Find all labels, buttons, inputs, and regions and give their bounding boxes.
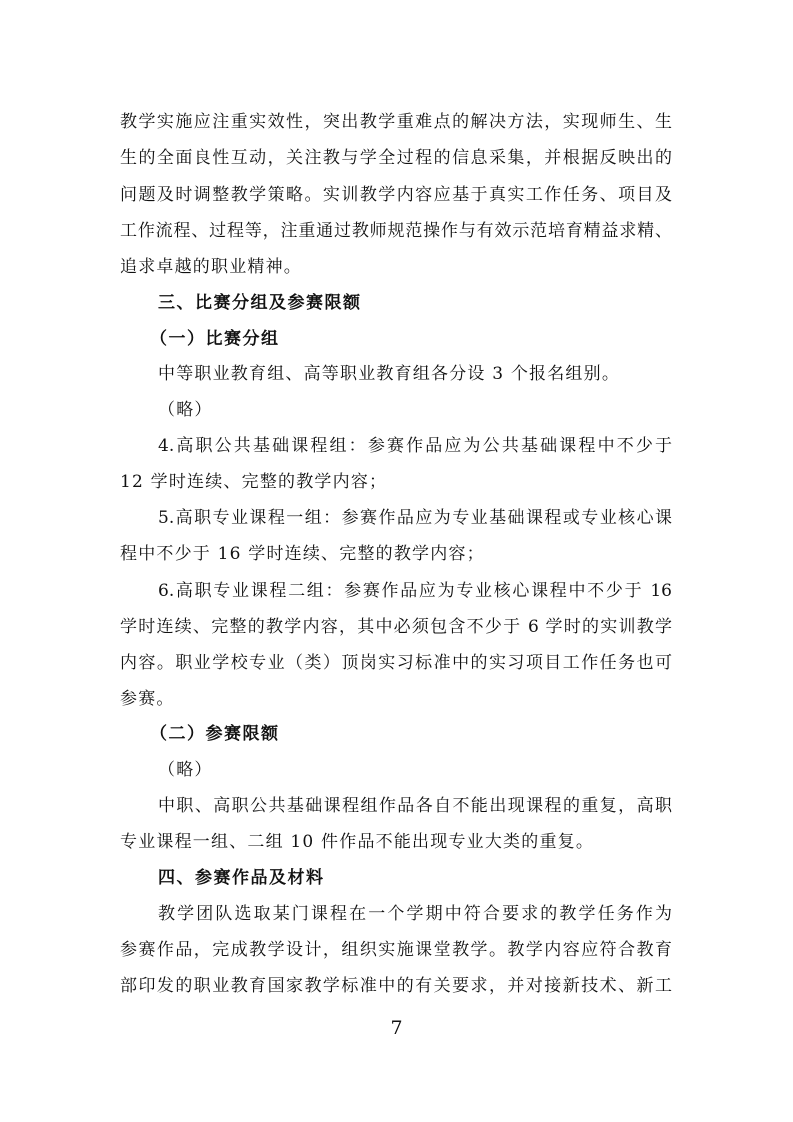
list-item-line: 6.高职专业课程二组：参赛作品应为专业核心课程中不少于 16 [158,581,672,601]
list-item-line: 学时连续、完整的教学内容，其中必须包含不少于 6 学时的实训教学 [120,617,672,637]
section-heading-4: 四、参赛作品及材料 [158,868,325,888]
paragraph-line: 教学团队选取某门课程在一个学期中符合要求的教学任务作为 [158,904,672,924]
paragraph-line: 参赛作品，完成教学设计，组织实施课堂教学。教学内容应符合教育 [120,940,672,960]
paragraph-line: 问题及时调整教学策略。实训教学内容应基于真实工作任务、项目及 [120,185,672,205]
paragraph-line: 工作流程、过程等，注重通过教师规范操作与有效示范培育精益求精、 [120,221,672,241]
paragraph-line: 追求卓越的职业精神。 [120,257,302,277]
paragraph-line: 中职、高职公共基础课程组作品各自不能出现课程的重复，高职 [158,796,672,816]
omitted-note: （略） [158,760,213,780]
list-item-line: 5.高职专业课程一组：参赛作品应为专业基础课程或专业核心课 [158,508,672,528]
section-heading-3: 三、比赛分组及参赛限额 [158,293,362,313]
paragraph-line: 教学实施应注重实效性，突出教学重难点的解决方法，实现师生、生 [120,112,672,132]
subsection-heading-2: （二）参赛限额 [150,724,280,744]
paragraph-line: 专业课程一组、二组 10 件作品不能出现专业大类的重复。 [120,832,595,852]
omitted-note: （略） [158,400,213,420]
list-item-line: 12 学时连续、完整的教学内容； [120,472,388,492]
list-item-line: 4.高职公共基础课程组：参赛作品应为公共基础课程中不少于 [158,436,672,456]
subsection-heading-1: （一）比赛分组 [150,329,280,349]
paragraph-line: 部印发的职业教育国家教学标准中的有关要求，并对接新技术、新工 [120,976,672,996]
list-item-line: 参赛。 [120,689,175,709]
list-item-line: 程中不少于 16 学时连续、完整的教学内容； [120,544,485,564]
paragraph-line: 生的全面良性互动，关注教与学全过程的信息采集，并根据反映出的 [120,148,672,168]
page-number: 7 [390,1017,403,1039]
list-item-line: 内容。职业学校专业（类）顶岗实习标准中的实习项目工作任务也可 [120,653,672,673]
paragraph-line: 中等职业教育组、高等职业教育组各分设 3 个报名组别。 [158,364,621,384]
